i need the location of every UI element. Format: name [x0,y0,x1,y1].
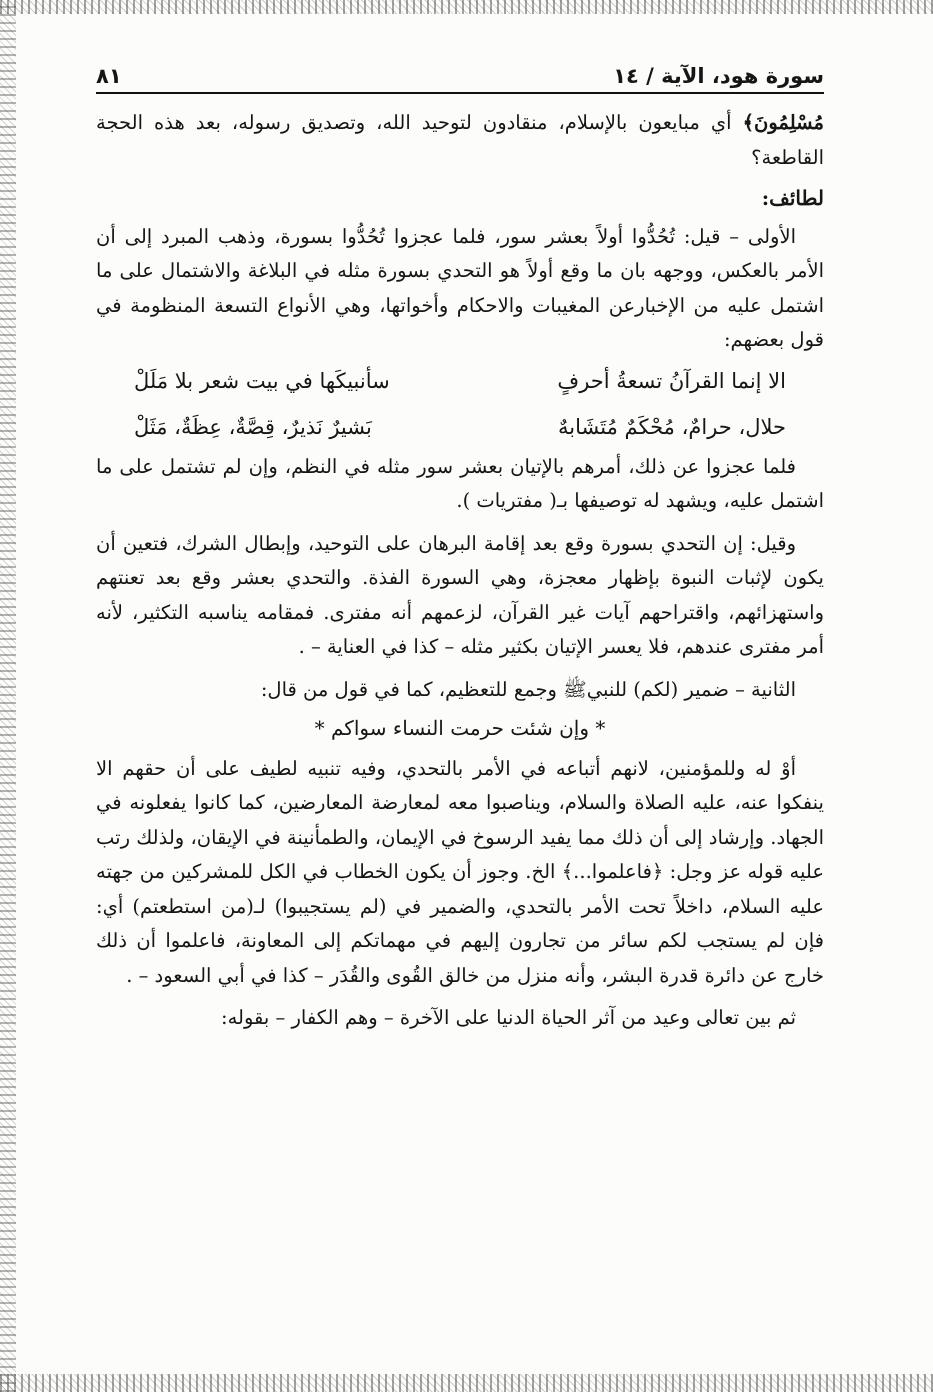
paragraph-5: الثانية – ضمير (لكم) للنبيﷺ وجمع للتعظيم، كما في قول من قال: [260,677,796,701]
section-heading: لطائف: [761,186,824,210]
page-header [96,50,824,94]
scan-border-top [0,0,933,14]
quran-word: مُسْلِمُونَ﴾ [742,111,824,134]
scan-border-bottom [0,1374,933,1392]
scan-border-left [0,0,16,1392]
paragraph-1 [96,106,824,175]
page-body [96,106,824,1036]
book-page [96,50,824,1036]
verse-1-first-hemistich: الا إنما القرآنُ تسعةُ أحرفٍ [557,368,786,393]
poem-quote: * وإن شئت حرمت النساء سواكم * [314,716,606,740]
verse-2-second-hemistich: بَشيرٌ نَذيرٌ، قِصَّةٌ، عِظَةٌ، مَثَلْ [134,414,372,439]
paragraph-6: أوْ له وللمؤمنين، لانهم أتباعه في الأمر بالتحدي، وفيه تنبيه لطيف على أن حقهم الا ينفكوا عنه، عليه الصلاة والسلام، ويناصبوا معه لمعارضة المعارضين، كما كانوا يفعلونه في الجهاد. وإرشاد إلى أن ذلك مما يفيد الرسوخ في الإيمان، والطمأنينة في الإيقان، ولذلك رتب عليه قوله عز وجل: ﴿فاعلموا...﴾ الخ. وجوز أن يكون الخطاب في الكل للمشركين من جهته عليه السلام، داخلاً تحت الأمر بالتحدي، والضمير في (لم يستجيبوا) لـ(من استطعتم) أي: فإن لم يستجب لكم سائر من تجارون إليهم في مهماتكم إلى المعاونة، فاعلموا أن ذلك خارج عن دائرة قدرة البشر، وأنه منزل من خالق القُوى والقُدَر – كذا في أبي السعود – . [96,756,824,987]
poem-verse-2 [96,404,824,450]
paragraph-3: فلما عجزوا عن ذلك، أمرهم بالإتيان بعشر سور مثله في النظم، وإن لم تشتمل على ما اشتمل عليه، ويشهد له توصيفها بـ( مفتريات ). [96,454,824,512]
page-number: ٨١ [96,64,122,88]
paragraph-7: ثم بين تعالى وعيد من آثر الحياة الدنيا على الآخرة – وهم الكفار – بقوله: [221,1006,796,1029]
verse-1-second-hemistich: سأنبيكَها في بيت شعر بلا مَلَلْ [134,368,390,393]
running-title: سورة هود، الآية / ١٤ [613,64,824,88]
verse-2-first-hemistich: حلال، حرامٌ، مُحْكَمٌ مُتَشَابهٌ [558,414,786,439]
paragraph-1-text: أي مبايعون بالإسلام، منقادون لتوحيد الله، وتصديق رسوله، بعد هذه الحجة القاطعة؟ [96,111,824,169]
paragraph-2: الأولى – قيل: تُحُدُّوا أولاً بعشر سور، فلما عجزوا تُحُدُّوا بسورة، وذهب المبرد إلى أن الأمر بالعكس، ووجهه بان ما وقع أولاً هو التحدي بسورة مثله في البلاغة والاشتمال على ما اشتمل عليه من الإخبارعن المغيبات والاحكام وأخواتها، وهي الأنواع التسعة المنظومة في قول بعضهم: [96,224,824,351]
paragraph-4: وقيل: إن التحدي بسورة وقع بعد إقامة البرهان على التوحيد، وإبطال الشرك، فتعين أن يكون لإثبات النبوة بإظهار معجزة، وهي السورة الفذة. والتحدي بعشر وقع بعد تعنتهم واستهزائهم، واقتراحهم آيات غير القرآن، لزعمهم أنه مفترى. فمقامه يناسبه التكثير، لأنه أمر مفترى عندهم، فلا يعسر الإتيان بكثير مثله – كذا في العناية – . [96,531,824,658]
poem-verse-1 [96,358,824,404]
